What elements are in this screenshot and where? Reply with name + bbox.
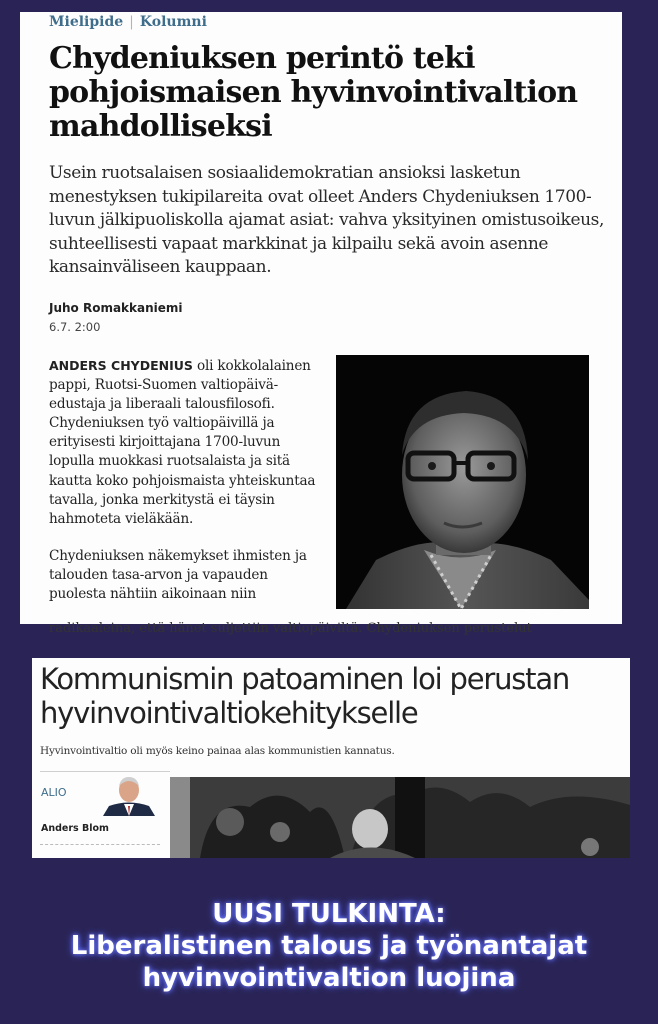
photo-illustration [170,777,630,858]
article-kicker [49,14,207,30]
author-portrait-photo [336,355,589,609]
article2-author[interactable]: Anders Blom [41,823,109,834]
portrait-illustration [336,355,589,609]
body-paragraph: Chydeniuksen näkemykset ihmisten ja talouden tasa-arvon ja vapauden puolesta nähtiin aikoinaan niin [49,547,307,603]
article2-headline: Kommunismin patoaminen loi perustan hyvinvointivaltiokehitykselle [40,662,570,730]
footer-line-1: UUSI TULKINTA: [212,899,446,929]
body-paragraph [49,356,324,529]
kicker-section-link[interactable]: Mielipide [49,14,124,30]
avatar-illustration [99,772,159,816]
article2-photo [170,777,630,858]
publish-date: 6.7. 2:00 [49,320,101,334]
body-paragraph-text: oli kokkolalainen pappi, Ruotsi-Suomen valtiopäivä-edustaja ja liberaali talousfilosofi. Chydeniuksen työ valtiopäivillä ja erityisesti kirjoittajana 1700-luvun lopulla muokkasi ruotsalaista ja sitä kautta koko pohjoismaista yhteiskuntaa tavalla, jonka merkitystä ei täysin hahmoteta vieläkään. [49,358,316,527]
kicker-separator: | [129,14,134,30]
article-body [49,356,324,622]
article-lead: Usein ruotsalaisen sosiaalidemokratian ansioksi lasketun menestyksen tukipilareita ovat olleet Anders Chydeniuksen 1700-luvun jälkipuoliskolla ajamat asiat: vahva yksityinen omistusoikeus, suhteellisesti vapaat markkinat ja kilpailu sekä avoin asenne kansainväliseen kauppaan. [49,163,604,277]
kicker-type-link[interactable]: Kolumni [139,14,207,30]
divider-dashed [40,844,160,845]
footer-line-3: hyvinvointivaltion luojina [142,963,516,993]
article2-section-tag[interactable]: ALIO [41,786,67,799]
article-headline: Chydeniuksen perintö teki pohjoismaisen hyvinvointivaltion mahdolliseksi [49,41,578,144]
footer-line-2: Liberalistinen talous ja työnantajat [70,931,588,961]
article-card-kommunismi [32,658,630,858]
body-cut-line: radikaaleina, että hänet suljettiin valtiopäiviltä. Chydeniuksen perustelut [49,621,532,636]
article-card-chydenius [20,12,622,636]
author-name[interactable]: Juho Romakkaniemi [49,301,183,315]
article2-lead: Hyvinvointivaltio oli myös keino painaa alas kommunistien kannatus. [40,745,395,757]
body-lead-in: ANDERS CHYDENIUS [49,358,193,373]
footer-caption [0,898,658,994]
author-avatar [99,772,159,816]
